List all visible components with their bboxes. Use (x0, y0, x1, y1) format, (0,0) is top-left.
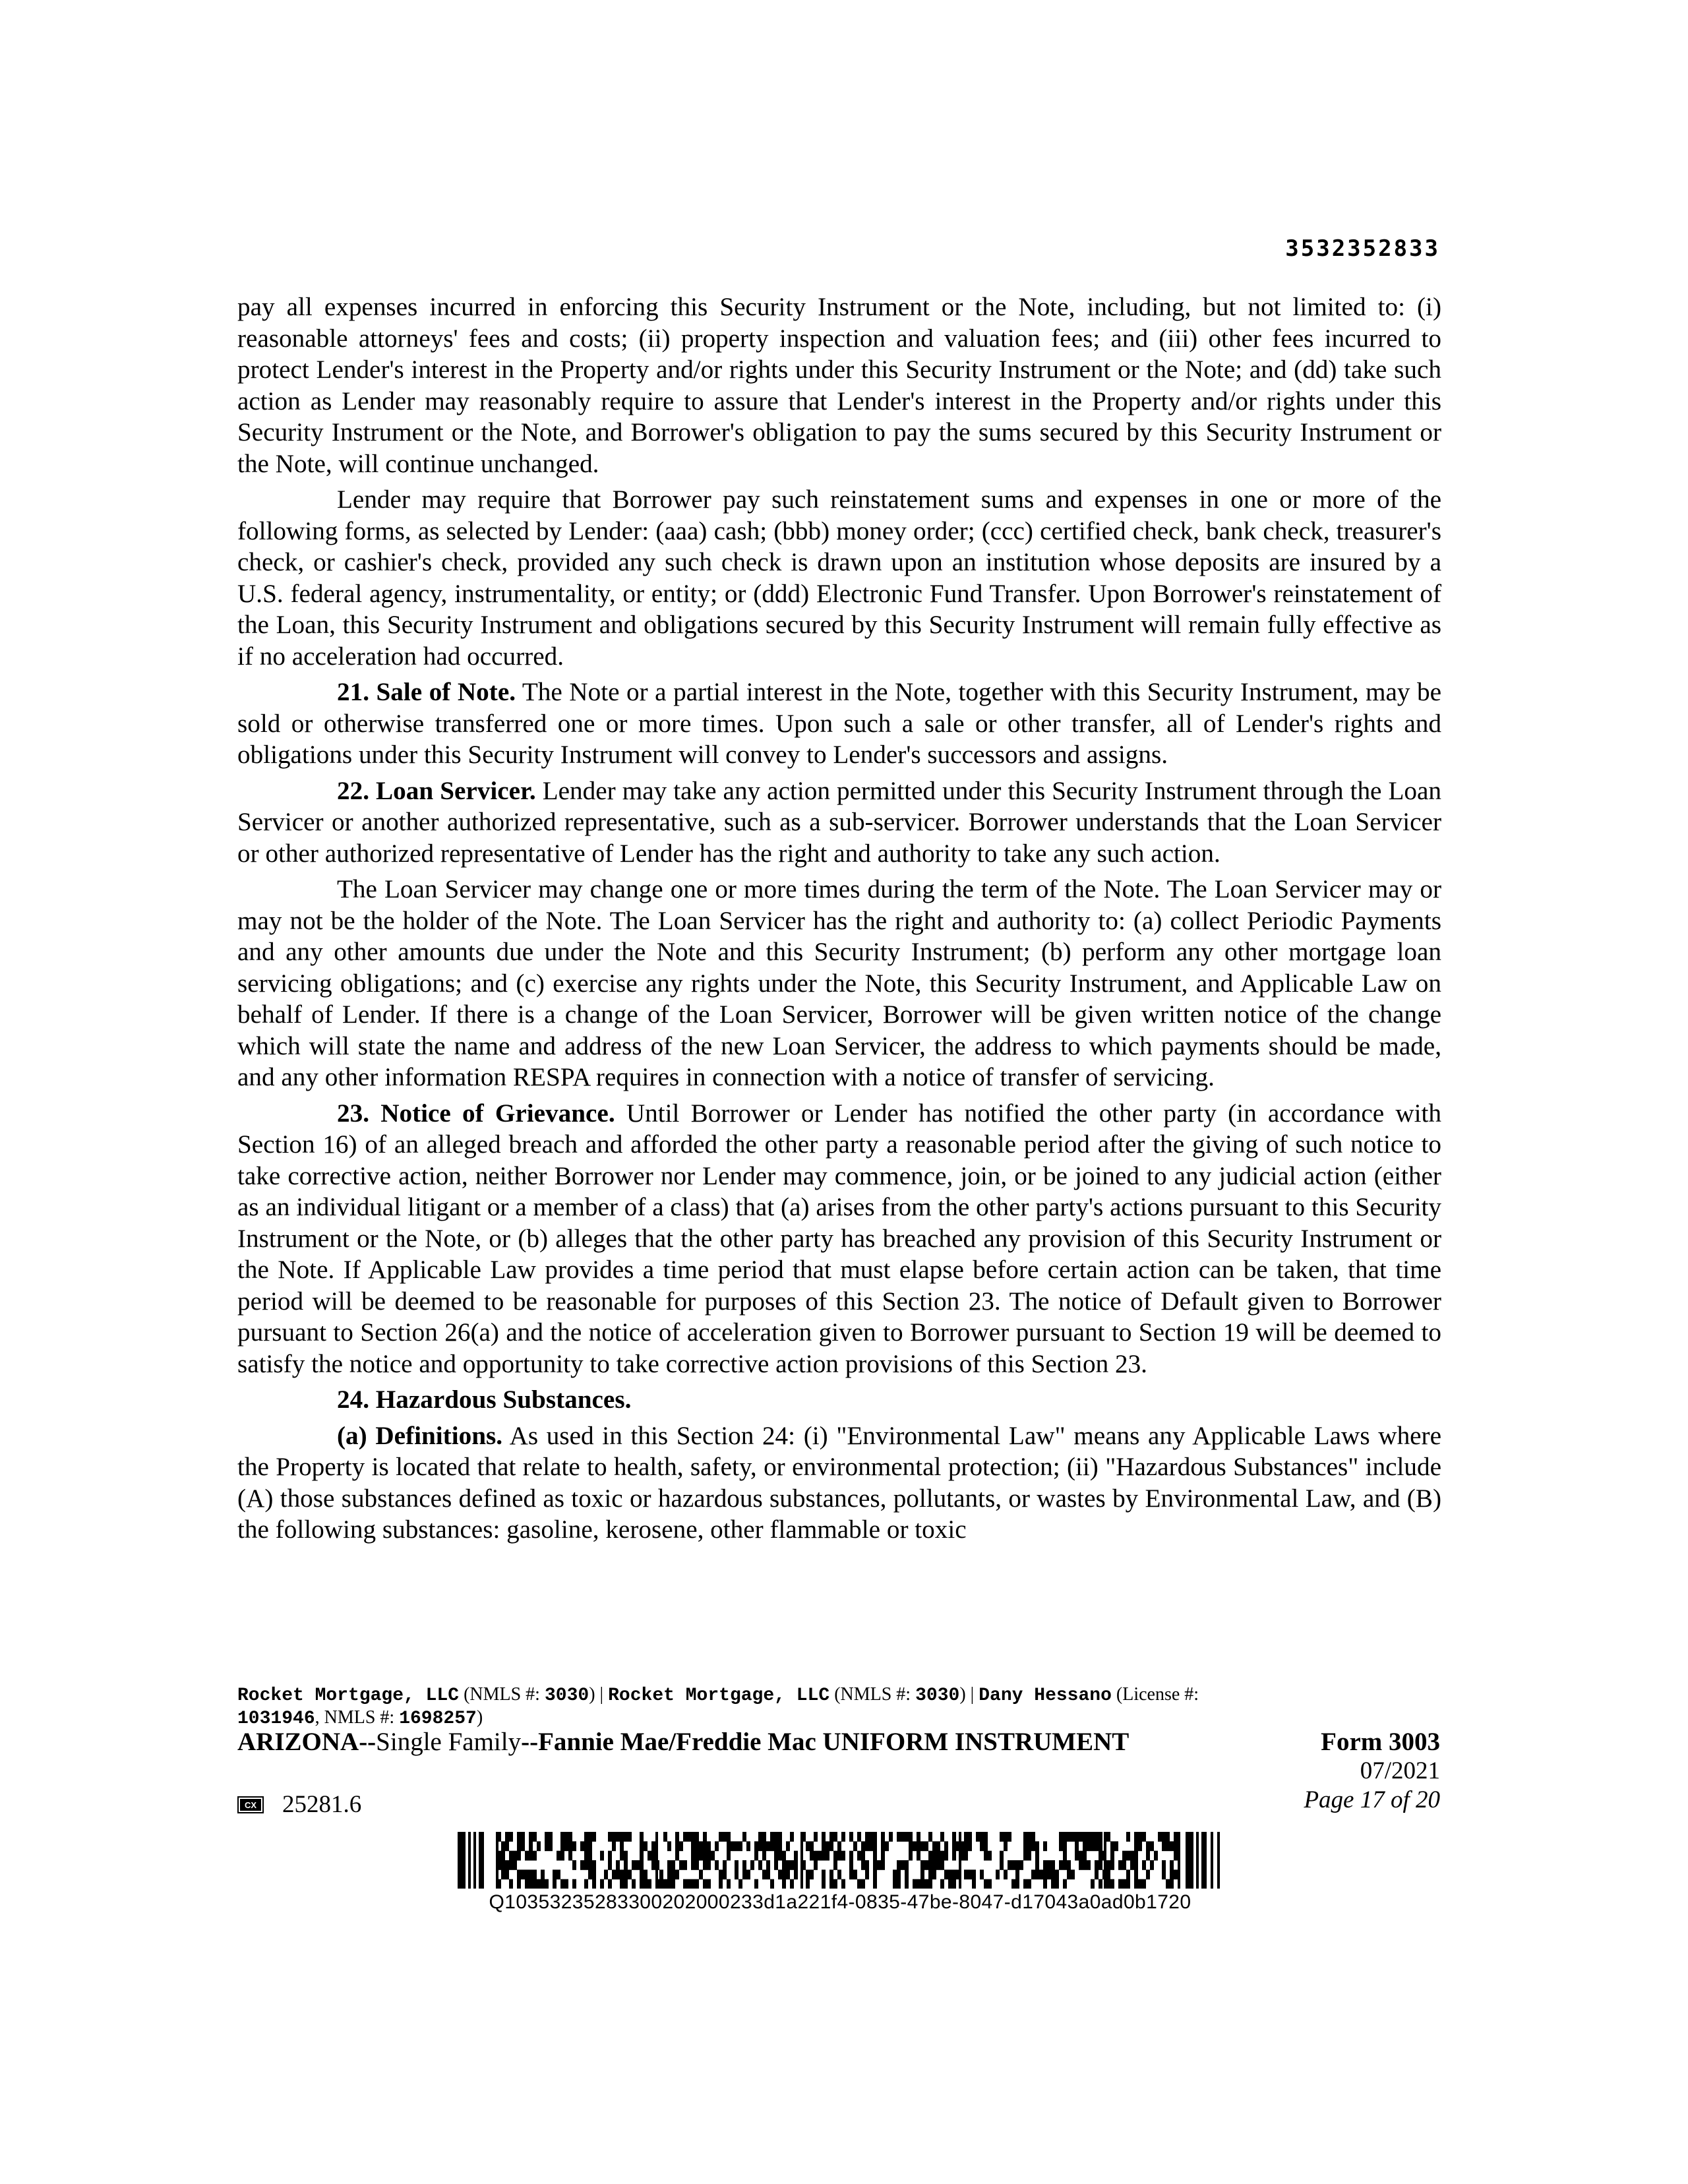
originator-nmls-id: 1698257 (399, 1709, 477, 1729)
section-22-heading: 22. Loan Servicer. (337, 776, 536, 805)
section-21-heading: 21. Sale of Note. (337, 678, 516, 706)
instrument-name: Fannie Mae/Freddie Mac UNIFORM INSTRUMENT (538, 1728, 1130, 1756)
nmls-label-2: (NMLS #: (829, 1684, 916, 1705)
license-label: (License #: (1111, 1684, 1199, 1705)
state-name: ARIZONA (237, 1728, 359, 1756)
paragraph-reinstatement-forms: Lender may require that Borrower pay such reinstatement sums and expenses in one or more of the following forms, as selected by Lender: (aaa) cash; (bbb) money order; (ccc) certified check, bank check, treasurer's check, or cashier's check, provided any such check is drawn upon an institution whose deposits are insured by a U.S. federal agency, instrumentality, or entity; or (ddd) Electronic Fund Transfer. Upon Borrower's reinstatement of the Loan, this Security Instrument and obligations secured by this Security Instrument will remain fully effective as if no acceleration had occurred. (237, 485, 1441, 671)
section-23-heading: 23. Notice of Grievance. (337, 1099, 615, 1128)
originator-nmls-label: , NMLS #: (315, 1707, 400, 1728)
lender-name-2: Rocket Mortgage, LLC (608, 1685, 830, 1706)
form-info (1304, 1728, 1440, 1815)
page-number: Page 17 of 20 (1304, 1786, 1440, 1813)
separator: ) | (589, 1684, 609, 1705)
footer-lender-info (237, 1684, 1441, 1730)
form-date: 07/2021 (1360, 1757, 1440, 1784)
license-id: 1031946 (237, 1709, 315, 1729)
originator-name: Dany Hessano (979, 1685, 1112, 1706)
lender-nmls-id: 3030 (544, 1685, 589, 1706)
document-code (237, 1790, 361, 1819)
family-type: Single Family (376, 1728, 522, 1756)
document-body (237, 291, 1441, 1550)
dash: -- (359, 1728, 377, 1756)
section-24a-heading: (a) Definitions. (337, 1421, 503, 1450)
cx-logo-icon (237, 1796, 264, 1813)
paragraph-expenses: pay all expenses incurred in enforcing this Security Instrument or the Note, including, but not limited to: (i) reasonable attorneys' fees and costs; (ii) property inspection and valuation fees; and (iii) other fees incurred to protect Lender's interest in the Property and/or rights under this Security Instrument or the Note; and (dd) take such action as Lender may reasonably require to assure that Lender's interest in the Property and/or rights under this Security Instrument or the Note, and Borrower's obligation to pay the sums secured by this Security Instrument or the Note, will continue unchanged. (237, 293, 1441, 478)
close-paren: ) (476, 1707, 483, 1728)
section-21 (237, 677, 1441, 771)
svg-text:CX: CX (244, 1800, 257, 1810)
lender-name: Rocket Mortgage, LLC (237, 1685, 460, 1706)
dash-2: -- (521, 1728, 539, 1756)
section-24 (237, 1384, 1441, 1416)
section-22 (237, 775, 1441, 870)
nmls-label: (NMLS #: (459, 1684, 545, 1705)
form-number: Form 3003 (1321, 1728, 1440, 1756)
form-title (237, 1728, 1129, 1757)
section-23-text: Until Borrower or Lender has notified the other party (in accordance with Section 16) of an alleged breach and afforded the other party a reasonable period after the giving of such notice to take corrective action, neither Borrower nor Lender may commence, join, or be joined to any judicial action (either as an individual litigant or a member of a class) that (a) arises from the other party's actions pursuant to this Security Instrument or the Note, or (b) alleges that the other party has breached any provision of this Security Instrument or the Note. If Applicable Law provides a time period that must elapse before certain action can be taken, that time period will be deemed to be reasonable for purposes of this Section 23. The notice of Default given to Borrower pursuant to Section 26(a) and the notice of acceleration given to Borrower pursuant to Section 19 will be deemed to satisfy the notice and opportunity to take corrective action provisions of this Section 23. (237, 1099, 1441, 1378)
section-22-text: Lender may take any action permitted under this Security Instrument through the Loan Servicer or another authorized representative, such as a sub-servicer. Borrower understands that the Loan Servicer or other authorized representative of Lender has the right and authority to take any such action. (237, 776, 1442, 868)
separator-2: ) | (959, 1684, 979, 1705)
lender-nmls-id-2: 3030 (915, 1685, 960, 1706)
section-24a-text: As used in this Section 24: (i) "Environmental Law" means any Applicable Laws where the Property is located that relate to health, safety, or environmental protection; (ii) "Hazardous Substances" include (A) those substances defined as toxic or hazardous substances, pollutants, or wastes by Environmental Law, and (B) the following substances: gasoline, kerosene, other flammable or toxic (237, 1421, 1441, 1544)
loan-number: 3532352833 (1285, 235, 1440, 262)
document-code-number: 25281.6 (282, 1791, 362, 1818)
section-24-heading: 24. Hazardous Substances. (337, 1385, 632, 1414)
section-23 (237, 1098, 1441, 1380)
barcode-text: Q10353235283300202000233d1a221f4-0835-47be-8047-d17043a0ad0b1720 (489, 1891, 1191, 1913)
barcode (458, 1832, 1222, 1889)
section-21-text: The Note or a partial interest in the Note, together with this Security Instrument, may be sold or otherwise transferred one or more times. Upon such a sale or other transfer, all of Lender's rights and obligations under this Security Instrument will convey to Lender's successors and assigns. (237, 678, 1442, 769)
section-24a (237, 1420, 1441, 1546)
paragraph-loan-servicer-change: The Loan Servicer may change one or more times during the term of the Note. The Loan Servicer may or may not be the holder of the Note. The Loan Servicer has the right and authority to: (a) collect Periodic Payments and any other amounts due under the Note and this Security Instrument; (b) perform any other mortgage loan servicing obligations; and (c) exercise any rights under the Note, this Security Instrument, and Applicable Law on behalf of Lender. If there is a change of the Loan Servicer, Borrower will be given written notice of the change which will state the name and address of the new Loan Servicer, the address to which payments should be made, and any other information RESPA requires in connection with a notice of transfer of servicing. (237, 875, 1441, 1091)
